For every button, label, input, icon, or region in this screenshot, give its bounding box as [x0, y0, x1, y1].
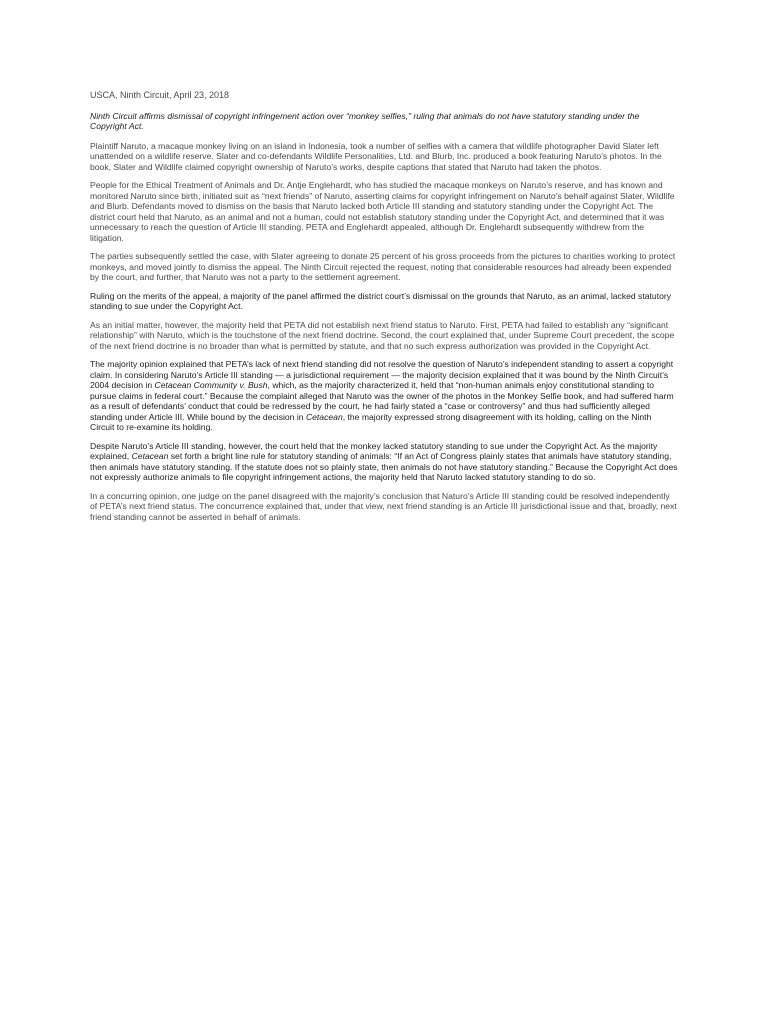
p7-text-b: set forth a bright line rule for statutory standing of animals: “If an Act of Congress plainly states that animals have statutory standing, then animals have statutory standing. If the statute does not so plainly state, then animals do not have statutory standing.” Because the Copyright Act does not expressly authorize animals to file copyright infringement actions, the majority held that Naruto lacked statutory standing to do so. — [90, 451, 678, 482]
p6-text-b: , which, as the majority characterized it, held that “non-human animals enjoy constitutional standing to pursue claims in federal court.” Because the complaint alleged that Naruto was the owner of the photos in the Monkey Selfie book, and had suffered harm as a result of defendants’ conduct that could be redressed by the court, he had fairly stated a “case or controversy” and thus had sufficiently alleged standing under Article III. While bound by the decision in — [90, 380, 674, 422]
dateline: USCA, Ninth Circuit, April 23, 2018 — [90, 90, 230, 100]
p6-text-a: The majority opinion explained that PETA’s lack of next friend standing did not resolve the question of Naruto’s independent standing to assert a copyright claim. In considering Naruto’s Article III standing — a jurisdictional requirement — the majority decision explained that it was bound by the Ninth Circuit’s 2004 decision in — [90, 359, 674, 390]
paragraph-ruling: Ruling on the merits of the appeal, a majority of the panel affirmed the district court’s dismissal on the grounds that Naruto, as an animal, lacked statutory standing to sue under the Copyright Act. — [90, 290, 672, 311]
paragraph-statutory-standing — [90, 441, 678, 483]
paragraph-plaintiffs: People for the Ethical Treatment of Animals and Dr. Antje Englehardt, who has studied the macaque monkeys on Naruto’s reserve, and has known and monitored Naruto since birth, initiated suit as “next friends” of Naruto, asserting claims for copyright infringement on Naruto’s behalf against Slater, Wildlife and Blurb. Defendants moved to dismiss on the basis that Naruto lacked both Article III standing and statutory standing under the Copyright Act. The district court held that Naruto, as an animal and not a human, could not establish statutory standing under the Copyright Act, and determined that it was unnecessary to reach the question of Article III standing. PETA and Englehardt appealed, although Dr. Englehardt subsequently withdrew from the litigation. — [90, 180, 675, 243]
p7-text-a: Despite Naruto’s Article III standing, however, the court held that the monkey lacked statutory standing to sue under the Copyright Act. As the majority explained, — [90, 440, 658, 461]
case-name-cetacean: Cetacean — [305, 411, 343, 422]
paragraph-background: Plaintiff Naruto, a macaque monkey living on an island in Indonesia, took a number of selfies with a camera that wildlife photographer David Slater left unattended on a wildlife reserve. Slater and co-defendants Wildlife Personalities, Ltd. and Blurb, Inc. produced a book featuring Naruto’s photos. In the book, Slater and Wildlife claimed copyright ownership of Naruto’s works, despite captions that stated that Naruto had taken the photos. — [90, 140, 662, 172]
paragraph-next-friend: As an initial matter, however, the majority held that PETA did not establish next friend status to Naruto. First, PETA had failed to establish any “significant relationship” with Naruto, which is the touchstone of the next friend doctrine. Second, the court explained that, under Supreme Court precedent, the scope of the next friend doctrine is no broader than what is permitted by statute, and that no such express authorization was provided in the Copyright Act. — [90, 319, 675, 351]
case-name-cetacean-v-bush: Cetacean Community v. Bush — [154, 380, 268, 390]
paragraph-article-iii — [90, 359, 678, 433]
paragraph-concurrence: In a concurring opinion, one judge on the panel disagreed with the majority’s conclusion that Naturo’s Article III standing could be resolved independently of PETA’s next friend status. The concurrence explained that, under that view, next friend standing is an Article III jurisdictional issue and that, broadly, next friend standing cannot be asserted in behalf of animals. — [90, 490, 677, 522]
case-name-cetacean-2: Cetacean — [131, 451, 169, 461]
article-subtitle: Ninth Circuit affirms dismissal of copyright infringement action over “monkey selfies,” ruling that animals do not have statutory standing under the Copyright Act. — [90, 110, 640, 131]
paragraph-settlement: The parties subsequently settled the case, with Slater agreeing to donate 25 percent of his gross proceeds from the pictures to charities working to protect monkeys, and moved jointly to dismiss the appeal. The Ninth Circuit rejected the request, noting that considerable resources had already been expended by the court, and further, that Naruto was not a party to the settlement agreement. — [90, 251, 676, 282]
p6-text-c: , the majority expressed strong disagreement with its holding, calling on the Ninth Circuit to re-examine its holding. — [90, 411, 652, 432]
document-page — [90, 90, 678, 530]
